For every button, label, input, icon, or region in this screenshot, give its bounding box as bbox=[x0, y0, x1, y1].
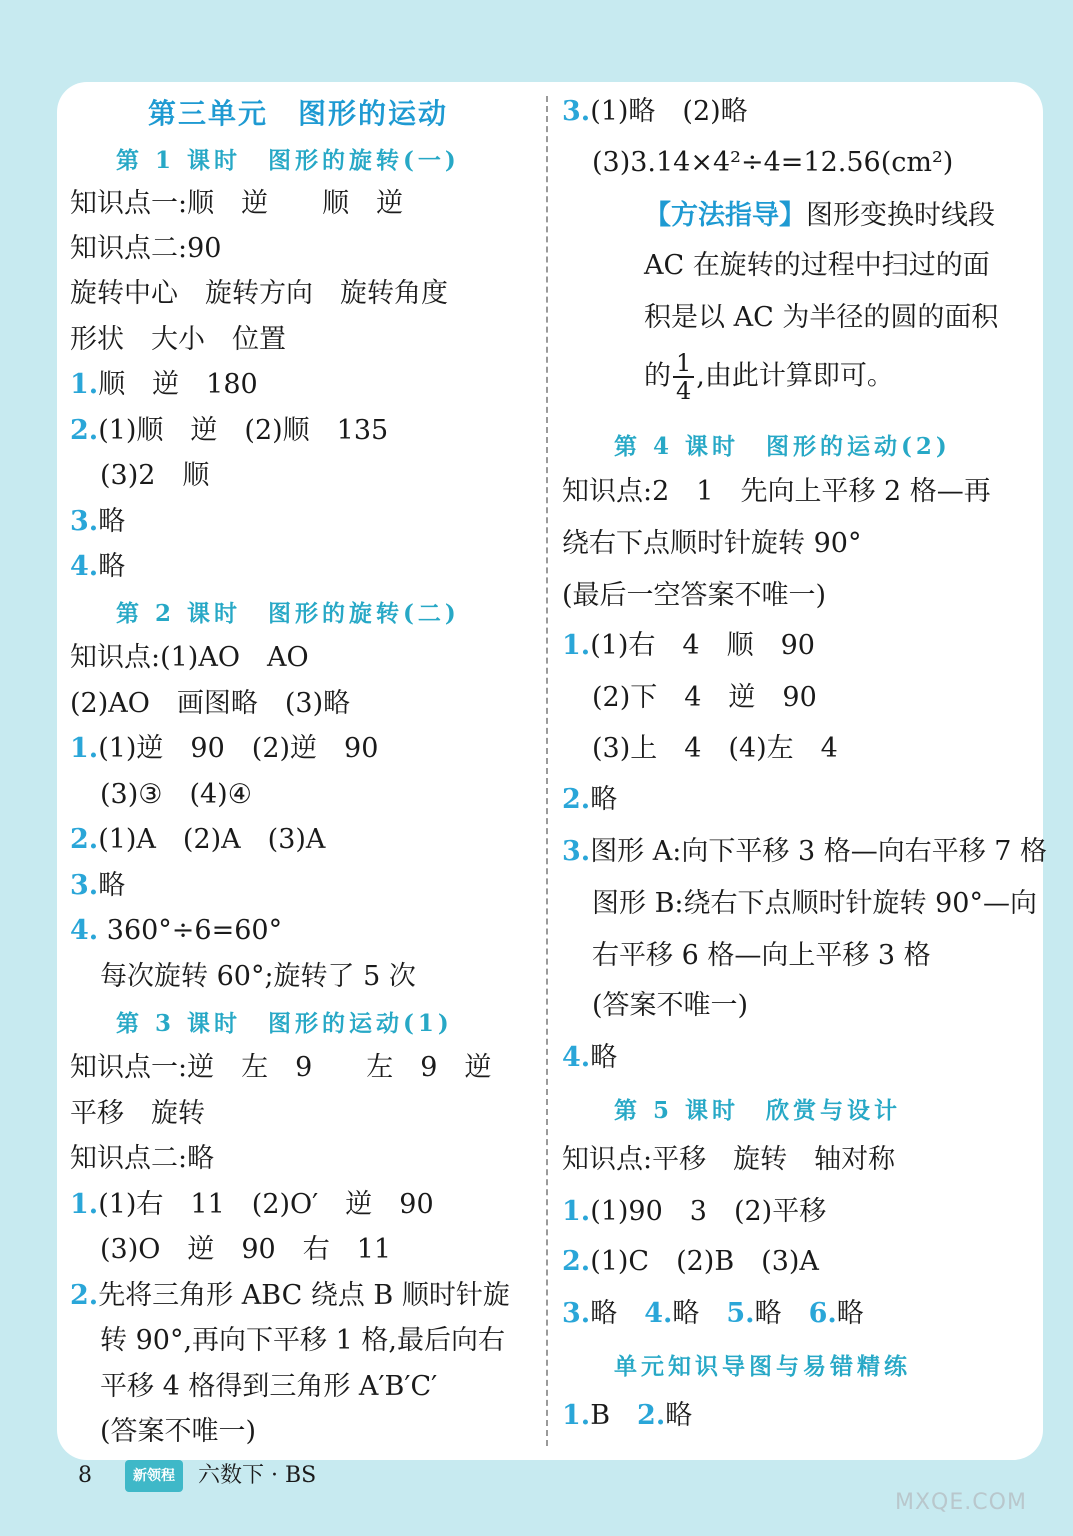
item-number: 2. bbox=[637, 1400, 666, 1431]
item-text: 先将三角形 ABC 绕点 B 顺时针旋 bbox=[98, 1280, 510, 1311]
answer-line bbox=[592, 731, 838, 767]
answer-line bbox=[562, 526, 861, 562]
answer-line bbox=[562, 628, 815, 664]
answer-line bbox=[70, 276, 448, 312]
item-number: 2. bbox=[70, 1280, 99, 1311]
line-text: 右平移 6 格—向上平移 3 格 bbox=[592, 940, 931, 971]
answer-line bbox=[70, 231, 221, 267]
answer-line bbox=[70, 504, 125, 540]
fraction-denominator: 4 bbox=[676, 377, 692, 405]
item-text: 略 bbox=[590, 1042, 618, 1073]
method-tip-text: 图形变换时线段 bbox=[806, 200, 995, 231]
line-text: 转 90°,再向下平移 1 格,最后向右 bbox=[100, 1325, 505, 1356]
answer-line bbox=[100, 1414, 256, 1450]
item-number: 3. bbox=[70, 870, 99, 901]
line-text: (答案不唯一) bbox=[100, 1416, 257, 1447]
answer-line bbox=[562, 578, 826, 614]
line-text: 旋转中心 旋转方向 旋转角度 bbox=[70, 278, 448, 309]
item-text: 略 bbox=[672, 1298, 727, 1329]
line-text: (3)③ (4)④ bbox=[100, 779, 252, 810]
lesson-heading bbox=[116, 1005, 453, 1042]
lesson-title: 第 1 课时 图形的旋转(一) bbox=[116, 147, 460, 174]
answer-line bbox=[70, 413, 388, 449]
answer-line bbox=[562, 1398, 692, 1434]
answer-line bbox=[562, 1142, 895, 1178]
line-text: (最后一空答案不唯一) bbox=[562, 580, 827, 611]
answer-line bbox=[592, 988, 748, 1024]
line-text: 知识点:(1)AO AO bbox=[70, 642, 309, 673]
answer-line bbox=[644, 198, 995, 234]
answer-line bbox=[562, 474, 991, 510]
item-number: 4. bbox=[644, 1298, 673, 1329]
item-number: 4. bbox=[70, 551, 99, 582]
answer-line bbox=[592, 886, 1037, 922]
answer-line bbox=[70, 640, 309, 676]
item-text: (1)90 3 (2)平移 bbox=[590, 1196, 827, 1227]
line-text: 知识点:2 1 先向上平移 2 格—再 bbox=[562, 476, 991, 507]
answer-line bbox=[70, 731, 378, 767]
answer-line bbox=[70, 1278, 510, 1314]
answer-line bbox=[70, 868, 125, 904]
line-text: (3)O 逆 90 右 11 bbox=[100, 1234, 392, 1265]
item-text: (1)顺 逆 (2)顺 135 bbox=[98, 415, 389, 446]
item-text: 略 bbox=[98, 870, 126, 901]
answer-line bbox=[562, 1194, 826, 1230]
item-number: 1. bbox=[70, 1189, 99, 1220]
line-text: AC 在旋转的过程中扫过的面 bbox=[644, 250, 990, 281]
answer-line bbox=[70, 1050, 491, 1086]
fraction-numerator: 1 bbox=[673, 350, 694, 378]
line-text: (3)2 顺 bbox=[100, 460, 210, 491]
item-text: 略 bbox=[590, 784, 618, 815]
answer-line bbox=[644, 248, 990, 284]
answer-line bbox=[562, 1244, 819, 1280]
answer-line bbox=[562, 834, 1047, 870]
item-number: 2. bbox=[70, 824, 99, 855]
item-number: 3. bbox=[562, 836, 591, 867]
answer-line bbox=[70, 186, 403, 222]
answer-line bbox=[70, 686, 350, 722]
item-text: B bbox=[590, 1400, 638, 1431]
answer-line bbox=[592, 938, 931, 974]
answer-line bbox=[70, 1187, 434, 1223]
item-number: 3. bbox=[70, 506, 99, 537]
answer-line bbox=[70, 822, 325, 858]
tip-text: 的 bbox=[644, 360, 671, 392]
item-number: 1. bbox=[70, 733, 99, 764]
item-number: 1. bbox=[70, 369, 99, 400]
item-number: 1. bbox=[562, 1400, 591, 1431]
subject-label: 六数下 · BS bbox=[198, 1463, 317, 1488]
item-text: (1)逆 90 (2)逆 90 bbox=[98, 733, 379, 764]
page-number: 8 bbox=[78, 1463, 92, 1488]
answer-line bbox=[562, 1040, 617, 1076]
lesson-heading bbox=[614, 1092, 901, 1129]
answer-line bbox=[100, 458, 209, 494]
item-text: 略 bbox=[665, 1400, 693, 1431]
line-text: 积是以 AC 为半径的圆的面积 bbox=[644, 302, 999, 333]
watermark: MXQE.COM bbox=[895, 1490, 1027, 1515]
answer-line bbox=[70, 1096, 205, 1132]
line-text: 知识点一:顺 逆 顺 逆 bbox=[70, 188, 404, 219]
line-text: 知识点二:90 bbox=[70, 233, 222, 264]
item-text: 略 bbox=[754, 1298, 809, 1329]
lesson-heading bbox=[614, 428, 951, 465]
item-text: 360°÷6=60° bbox=[98, 915, 283, 946]
answer-line bbox=[100, 1232, 391, 1268]
item-text: 略 bbox=[98, 506, 126, 537]
line-text: 知识点:平移 旋转 轴对称 bbox=[562, 1144, 896, 1175]
line-text: (3)3.14×4²÷4=12.56(cm²) bbox=[592, 147, 954, 178]
lesson-title: 第 4 课时 图形的运动(2) bbox=[614, 433, 951, 460]
item-number: 6. bbox=[808, 1298, 837, 1329]
answer-line bbox=[592, 145, 953, 181]
item-number: 5. bbox=[726, 1298, 755, 1329]
item-text: 顺 逆 180 bbox=[98, 369, 258, 400]
item-number: 3. bbox=[562, 1298, 591, 1329]
line-text: 知识点一:逆 左 9 左 9 逆 bbox=[70, 1052, 492, 1083]
item-number: 1. bbox=[562, 1196, 591, 1227]
lesson-heading bbox=[116, 595, 460, 632]
item-number: 4. bbox=[562, 1042, 591, 1073]
line-text: 知识点二:略 bbox=[70, 1143, 215, 1174]
line-text: 绕右下点顺时针旋转 90° bbox=[562, 528, 862, 559]
lesson-title: 第 2 课时 图形的旋转(二) bbox=[116, 600, 460, 627]
lesson-title: 单元知识导图与易错精练 bbox=[614, 1353, 911, 1380]
line-text: 平移 旋转 bbox=[70, 1098, 205, 1129]
item-text: (1)C (2)B (3)A bbox=[590, 1246, 819, 1277]
item-number: 4. bbox=[70, 915, 99, 946]
line-text: (2)AO 画图略 (3)略 bbox=[70, 688, 351, 719]
unit-title: 第三单元 图形的运动 bbox=[148, 97, 449, 130]
column-divider bbox=[546, 96, 548, 1446]
line-text: (答案不唯一) bbox=[592, 990, 749, 1021]
answer-line bbox=[70, 549, 125, 585]
lesson-title: 第 3 课时 图形的运动(1) bbox=[116, 1010, 453, 1037]
item-text: (1)右 4 顺 90 bbox=[590, 630, 815, 661]
item-text: (1)略 (2)略 bbox=[590, 96, 748, 127]
item-text: (1)A (2)A (3)A bbox=[98, 824, 326, 855]
item-number: 1. bbox=[562, 630, 591, 661]
tip-text: ,由此计算即可。 bbox=[696, 360, 894, 392]
line-text: 每次旋转 60°;旋转了 5 次 bbox=[100, 961, 416, 992]
lesson-heading bbox=[116, 142, 460, 179]
line-text: 形状 大小 位置 bbox=[70, 324, 286, 355]
answer-line bbox=[100, 1369, 437, 1405]
method-tip-label: 【方法指导】 bbox=[644, 200, 806, 231]
answer-line bbox=[70, 322, 286, 358]
answer-line bbox=[562, 782, 617, 818]
answer-line bbox=[644, 300, 998, 336]
answer-line bbox=[562, 1296, 864, 1332]
line-text: (3)上 4 (4)左 4 bbox=[592, 733, 838, 764]
item-number: 3. bbox=[562, 96, 591, 127]
answer-line bbox=[70, 913, 282, 949]
answer-line bbox=[100, 959, 416, 995]
item-number: 2. bbox=[562, 1246, 591, 1277]
item-number: 2. bbox=[562, 784, 591, 815]
brand-logo: 新领程 bbox=[125, 1460, 183, 1492]
line-text: 图形 B:绕右下点顺时针旋转 90°—向 bbox=[592, 888, 1037, 919]
answer-line bbox=[562, 94, 748, 130]
answer-line bbox=[644, 350, 894, 404]
page-footer bbox=[78, 1460, 316, 1492]
line-text: (2)下 4 逆 90 bbox=[592, 682, 817, 713]
item-text: 略 bbox=[590, 1298, 645, 1329]
lesson-title: 第 5 课时 欣赏与设计 bbox=[614, 1097, 902, 1124]
answer-line bbox=[592, 680, 817, 716]
fraction bbox=[673, 350, 694, 404]
answer-line bbox=[70, 367, 258, 403]
item-text: (1)右 11 (2)O′ 逆 90 bbox=[98, 1189, 434, 1220]
lesson-heading bbox=[614, 1348, 911, 1385]
item-text: 图形 A:向下平移 3 格—向右平移 7 格 bbox=[590, 836, 1048, 867]
item-text: 略 bbox=[836, 1298, 864, 1329]
answer-line bbox=[100, 1323, 505, 1359]
item-text: 略 bbox=[98, 551, 126, 582]
line-text: 平移 4 格得到三角形 A′B′C′ bbox=[100, 1371, 438, 1402]
item-number: 2. bbox=[70, 415, 99, 446]
answer-line bbox=[70, 1141, 214, 1177]
answer-line bbox=[100, 777, 252, 813]
